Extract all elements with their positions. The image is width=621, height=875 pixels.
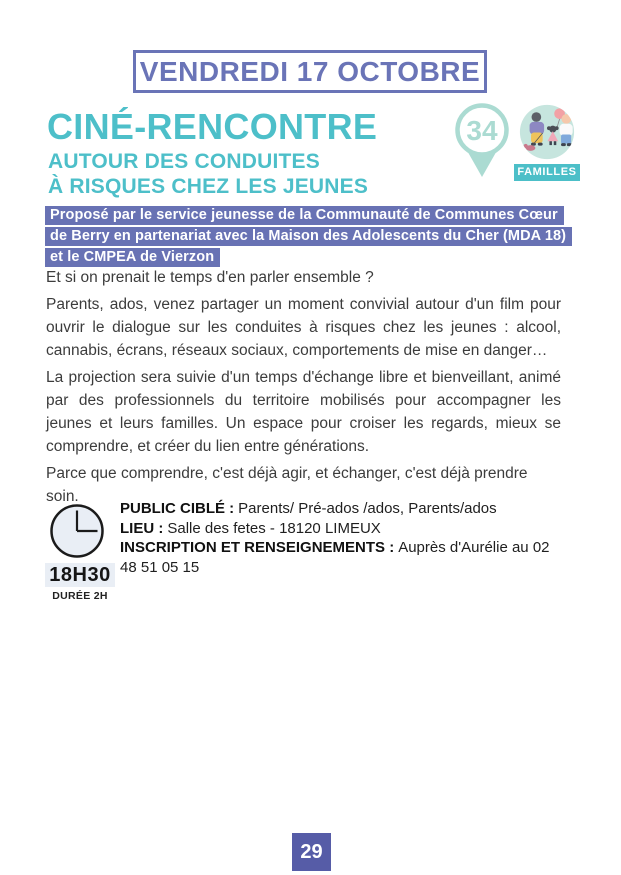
detail-label: LIEU : [120, 519, 164, 537]
event-number-pin-icon [452, 102, 512, 180]
page-subtitle-line1: AUTOUR DES CONDUITES [48, 150, 320, 173]
detail-row [120, 519, 570, 539]
event-details [120, 499, 570, 577]
date-banner-text: VENDREDI 17 OCTOBRE [139, 55, 481, 87]
detail-value: Auprès d'Aurélie au 02 48 51 05 15 [120, 539, 550, 576]
familles-label: FAMILLES [514, 164, 580, 181]
date-banner [133, 50, 487, 93]
event-duration: DURÉE 2H [52, 590, 108, 602]
detail-row [120, 538, 570, 577]
organizer-line: de Berry en partenariat avec la Maison des Adolescents du Cher (MDA 18) [45, 227, 572, 246]
organizer-line: et le CMPEA de Vierzon [45, 248, 220, 267]
detail-value: Parents/ Pré-ados /ados, Parents/ados [238, 500, 497, 517]
organizer-block [45, 206, 605, 269]
paragraph: Parce que comprendre, c'est déjà agir, et échanger, c'est déjà prendre soin. [46, 465, 528, 505]
event-number: 34 [466, 115, 498, 146]
detail-label: INSCRIPTION ET RENSEIGNEMENTS : [120, 539, 395, 556]
clock-icon [48, 502, 106, 560]
page-number: 29 [292, 833, 331, 871]
detail-row [120, 499, 570, 519]
familles-icon [517, 103, 577, 163]
page-title: CINÉ-RENCONTRE [47, 106, 378, 147]
event-description [46, 266, 561, 512]
detail-label: PUBLIC CIBLÉ : [120, 500, 235, 517]
paragraph: Parents, ados, venez partager un moment convivial autour d'un film pour ouvrir le dialogue sur les conduites à risques chez les jeunes : alcool, cannabis, écrans, réseaux sociaux, comportements de mise en danger… [46, 296, 561, 359]
organizer-line: Proposé par le service jeunesse de la Communauté de Communes Cœur [45, 206, 564, 225]
familles-badge [514, 103, 580, 181]
page-subtitle-line2: À RISQUES CHEZ LES JEUNES [48, 175, 369, 198]
detail-value: Salle des fetes - 18120 LIMEUX [167, 519, 381, 537]
paragraph: Et si on prenait le temps d'en parler ensemble ? [46, 269, 374, 286]
event-time: 18H30 [45, 563, 115, 587]
paragraph: La projection sera suivie d'un temps d'échange libre et bienveillant, animé par des professionnels du territoire mobilisés pour accompagner les jeunes et leurs familles. Un espace pour croiser les regards, mieux se comprendre, et créer du lien entre générations. [46, 369, 561, 455]
